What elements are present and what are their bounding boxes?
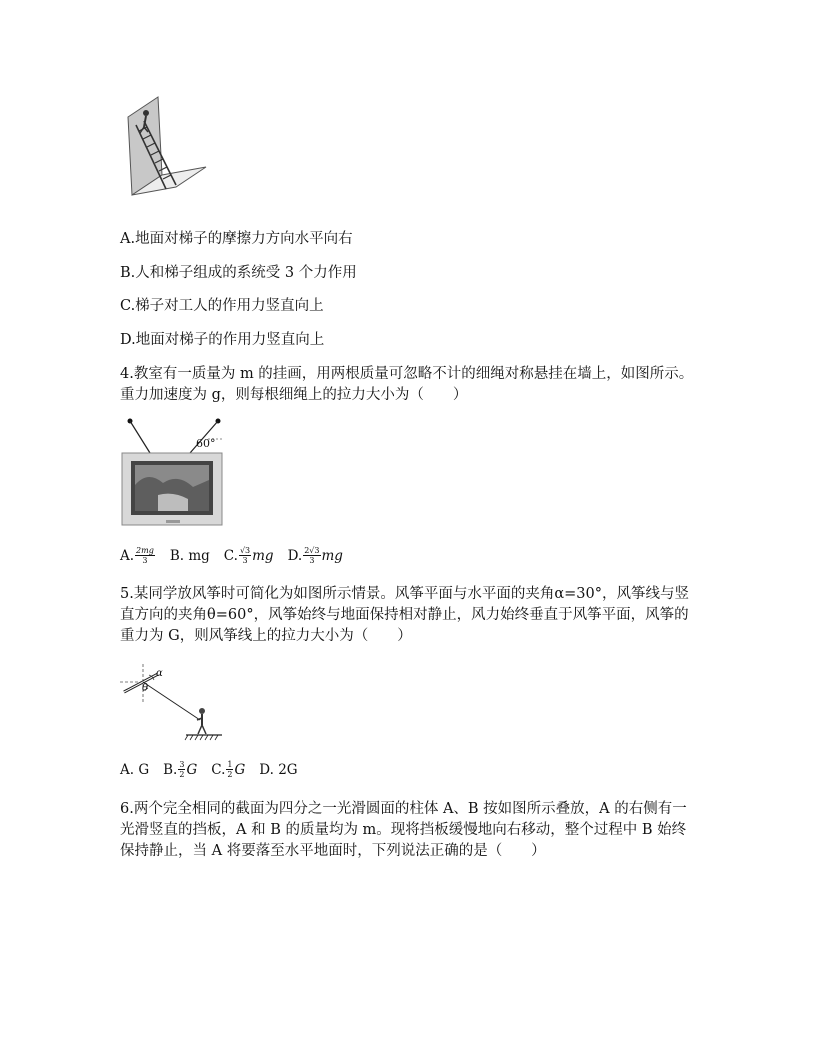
q4-option-a-fraction [135,546,155,565]
q4-option-a-num: 2mg [136,546,154,555]
q4-option-c-tail: mg [252,547,274,564]
q4-option-d-tail: mg [321,547,343,564]
q4-option-d-num: 2√3 [304,546,320,555]
q4-angle-label: 60° [196,437,216,450]
q4-option-a [120,546,156,565]
q4-option-d-fraction [303,546,320,565]
q3-option-b: B.人和梯子组成的系统受 3 个力作用 [120,265,357,281]
q5-question: 5.某同学放风筝时可简化为如图所示情景。风筝平面与水平面的夹角α=30°，风筝线与竖直方向的夹角θ=60°，风筝始终与地面保持相对静止，风力始终垂直于风筝平面，风筝的重力为 G，则风筝线上的拉力大小为（ ） [120,586,689,644]
q5-option-b-den: 2 [179,770,185,779]
q4-option-c [224,546,274,565]
q3-option-a: A.地面对梯子的摩擦力方向水平向右 [120,231,353,247]
ladder-figure [118,95,213,200]
q6-question: 6.两个完全相同的截面为四分之一光滑圆面的柱体 A、B 按如图所示叠放，A 的右侧有一光滑竖直的挡板，A 和 B 的质量均为 m。现将挡板缓慢地向右移动，整个过程中 B 始终保持静止，当 A 将要落至水平地面时，下列说法正确的是（ ） [120,801,687,859]
q5-option-b-tail: G [186,761,198,778]
q5-option-c-label: C. [211,761,226,778]
q4-option-c-num: √3 [239,546,251,555]
q5-option-b-label: B. [163,761,178,778]
q5-option-b-num: 3 [179,760,185,769]
q5-option-c-tail: G [234,761,246,778]
q4-option-d [288,546,343,565]
q3-option-c: C.梯子对工人的作用力竖直向上 [120,298,324,314]
kite-alpha-label: α [156,668,163,679]
q5-option-d: D. 2G [259,761,298,778]
q5-option-c-den: 2 [227,770,233,779]
q4-option-d-label: D. [287,547,303,564]
q3-option-d: D.地面对梯子的作用力竖直向上 [120,332,325,348]
kite-theta-label: θ [142,683,149,694]
kite-figure [118,662,238,747]
q4-option-c-den: 3 [242,556,248,565]
q4-option-a-label: A. [120,547,135,564]
q4-option-c-fraction [239,546,251,565]
q4-option-c-label: C. [223,547,238,564]
q5-option-b-fraction [178,760,185,779]
q4-option-b: B. mg [169,547,210,564]
q5-option-c [211,760,245,779]
q5-option-c-fraction [226,760,233,779]
q5-option-c-num: 1 [227,760,233,769]
q5-option-a: A. G [120,761,150,778]
q4-question: 4.教室有一质量为 m 的挂画，用两根质量可忽略不计的细绳对称悬挂在墙上，如图所示。重力加速度为 g，则每根细绳上的拉力大小为（ ） [120,366,694,403]
hanging-picture-figure [118,415,228,530]
q4-options [120,546,357,565]
q5-options [120,760,312,779]
q5-option-b [163,760,197,779]
q4-option-d-den: 3 [309,556,315,565]
q4-option-a-den: 3 [142,556,148,565]
